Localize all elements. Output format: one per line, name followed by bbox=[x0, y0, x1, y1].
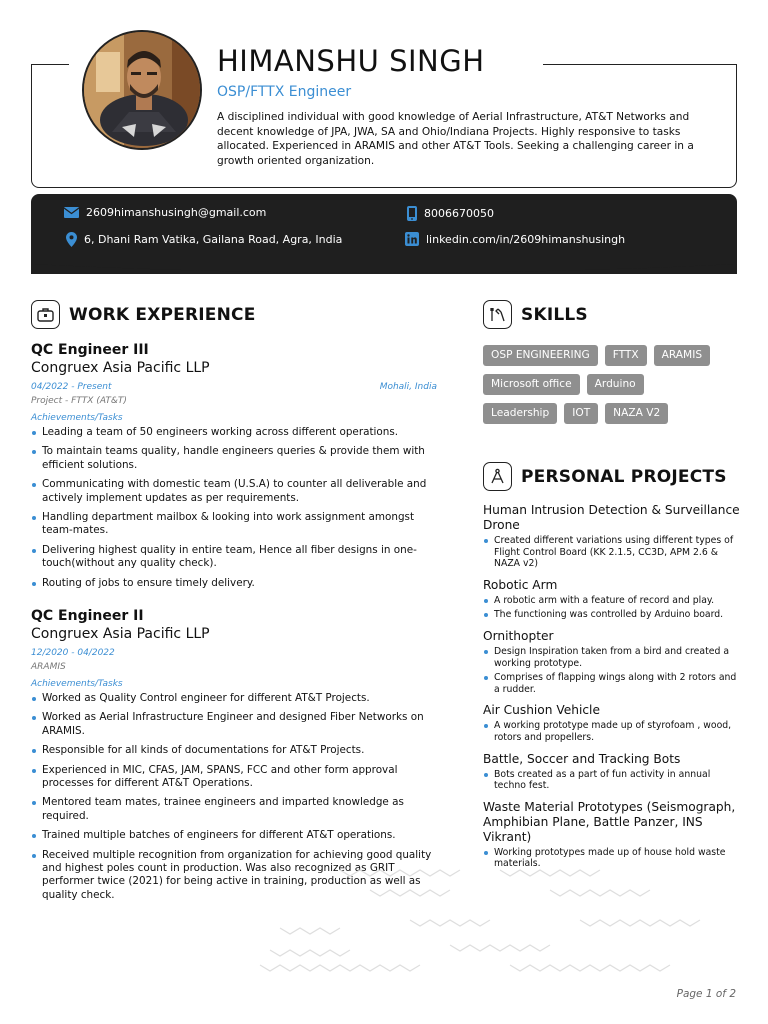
page-number: Page 1 of 2 bbox=[676, 988, 736, 1000]
list-item: A working prototype made up of styrofoam , wood, rotors and propellers. bbox=[483, 720, 743, 743]
project-title: Robotic Arm bbox=[483, 577, 558, 592]
list-item: Leading a team of 50 engineers working across different operations. bbox=[31, 426, 443, 439]
skill-row bbox=[483, 374, 743, 395]
contact-linkedin[interactable] bbox=[405, 232, 625, 246]
personal-projects-header bbox=[483, 462, 727, 491]
project-bullets bbox=[483, 595, 743, 621]
profile-photo bbox=[82, 30, 202, 150]
list-item: Trained multiple batches of engineers for different AT&T operations. bbox=[31, 829, 443, 842]
list-item: Design Inspiration taken from a bird and created a working prototype. bbox=[483, 646, 743, 669]
list-item: Received multiple recognition from organization for achieving good quality and highest poles count in production. Was also recognized as GRIT performer twice (2021) for being active in training, production as well as quality check. bbox=[31, 849, 443, 903]
contact-address bbox=[66, 232, 342, 247]
section-title: PERSONAL PROJECTS bbox=[521, 466, 727, 487]
project-title: Waste Material Prototypes (Seismograph, Amphibian Plane, Battle Panzer, INS Vikrant) bbox=[483, 799, 736, 844]
skills-header bbox=[483, 300, 588, 329]
linkedin-text: linkedin.com/in/2609himanshusingh bbox=[426, 232, 626, 246]
skill-tag: Leadership bbox=[483, 403, 557, 424]
list-item: Experienced in MIC, CFAS, JAM, SPANS, FCC and other form approval processes for different AT&T Operations. bbox=[31, 764, 443, 791]
list-item: Responsible for all kinds of documentations for AT&T Projects. bbox=[31, 744, 443, 757]
job-bullets bbox=[31, 426, 443, 596]
list-item: Mentored team mates, trainee engineers and imparted knowledge as required. bbox=[31, 796, 443, 823]
skill-row bbox=[483, 345, 743, 366]
list-item: Created different variations using different types of Flight Control Board (KK 2.1.5, CC3D, APM 2.6 & NAZA v2) bbox=[483, 535, 743, 570]
phone-icon bbox=[407, 206, 417, 221]
skill-tag: OSP ENGINEERING bbox=[483, 345, 598, 366]
job-project: ARAMIS bbox=[31, 662, 66, 672]
briefcase-icon bbox=[31, 300, 60, 329]
project-bullets bbox=[483, 769, 743, 792]
candidate-name: HIMANSHU SINGH bbox=[217, 44, 485, 78]
list-item: Delivering highest quality in entire team, Hence all fiber designs in one-touch(without any quality check). bbox=[31, 544, 443, 571]
header-divider bbox=[543, 64, 737, 65]
projects-list bbox=[483, 503, 743, 878]
job-dates: 12/2020 - 04/2022 bbox=[31, 648, 115, 658]
list-item: Routing of jobs to ensure timely delivery. bbox=[31, 577, 443, 590]
job-company: Congruex Asia Pacific LLP bbox=[31, 360, 210, 376]
section-title: WORK EXPERIENCE bbox=[69, 304, 256, 325]
email-icon bbox=[64, 207, 79, 218]
skills-list bbox=[483, 345, 743, 432]
job-company: Congruex Asia Pacific LLP bbox=[31, 626, 210, 642]
project-bullets bbox=[483, 646, 743, 695]
achievements-label: Achievements/Tasks bbox=[31, 413, 123, 423]
project-title: Human Intrusion Detection & Surveillance Drone bbox=[483, 503, 740, 532]
list-item: Communicating with domestic team (U.S.A) to counter all deliverable and actively implement updates as per requirements. bbox=[31, 478, 443, 505]
job-title: QC Engineer III bbox=[31, 342, 149, 358]
skill-tag: Arduino bbox=[587, 374, 644, 395]
project-bullets bbox=[483, 720, 743, 743]
contact-bar bbox=[31, 194, 737, 274]
header-divider bbox=[31, 64, 69, 65]
linkedin-icon bbox=[405, 232, 419, 246]
list-item: The functioning was controlled by Arduino board. bbox=[483, 609, 743, 621]
decorative-pattern bbox=[250, 860, 750, 985]
project-title: Air Cushion Vehicle bbox=[483, 703, 600, 718]
list-item: Worked as Quality Control engineer for different AT&T Projects. bbox=[31, 692, 443, 705]
contact-phone[interactable] bbox=[407, 206, 494, 221]
compass-icon bbox=[483, 462, 512, 491]
list-item: Bots created as a part of fun activity in annual techno fest. bbox=[483, 769, 743, 792]
job-title: QC Engineer II bbox=[31, 608, 144, 624]
job-dates: 04/2022 - Present bbox=[31, 382, 112, 392]
section-title: SKILLS bbox=[521, 304, 588, 325]
list-item: Working prototypes made up of house hold waste materials. bbox=[483, 847, 743, 870]
tools-icon bbox=[483, 300, 512, 329]
email-text: 2609himanshusingh@gmail.com bbox=[86, 206, 267, 219]
phone-text: 8006670050 bbox=[424, 207, 494, 220]
skill-row bbox=[483, 403, 743, 424]
list-item: Handling department mailbox & looking into work assignment amongst team-mates. bbox=[31, 511, 443, 538]
skill-tag: FTTX bbox=[605, 345, 647, 366]
skill-tag: IOT bbox=[564, 403, 598, 424]
location-pin-icon bbox=[66, 232, 77, 247]
skill-tag: NAZA V2 bbox=[605, 403, 668, 424]
contact-email[interactable] bbox=[64, 206, 266, 219]
work-experience-header bbox=[31, 300, 256, 329]
profile-summary: A disciplined individual with good knowledge of Aerial Infrastructure, AT&T Networks and decent knowledge of JPA, JWA, SA and Ohio/Indiana Projects. Highly responsive to tasks allocated. Experienced in ARAMIS and other AT&T Tools. Seeking a challenging career in a growth oriented organization. bbox=[217, 111, 694, 167]
project-title: Ornithopter bbox=[483, 628, 554, 643]
skill-tag: Microsoft office bbox=[483, 374, 580, 395]
job-location: Mohali, India bbox=[379, 382, 437, 392]
achievements-label: Achievements/Tasks bbox=[31, 679, 123, 689]
list-item: Comprises of flapping wings along with 2 rotors and a rudder. bbox=[483, 672, 743, 695]
list-item: To maintain teams quality, handle engineers queries & provide them with efficient solutions. bbox=[31, 445, 443, 472]
list-item: Worked as Aerial Infrastructure Engineer and designed Fiber Networks on ARAMIS. bbox=[31, 711, 443, 738]
project-bullets bbox=[483, 535, 743, 570]
candidate-role: OSP/FTTX Engineer bbox=[217, 84, 352, 100]
job-project: Project - FTTX (AT&T) bbox=[31, 396, 127, 406]
project-title: Battle, Soccer and Tracking Bots bbox=[483, 751, 681, 766]
list-item: A robotic arm with a feature of record and play. bbox=[483, 595, 743, 607]
skill-tag: ARAMIS bbox=[654, 345, 710, 366]
address-text: 6, Dhani Ram Vatika, Gailana Road, Agra, India bbox=[84, 233, 343, 246]
